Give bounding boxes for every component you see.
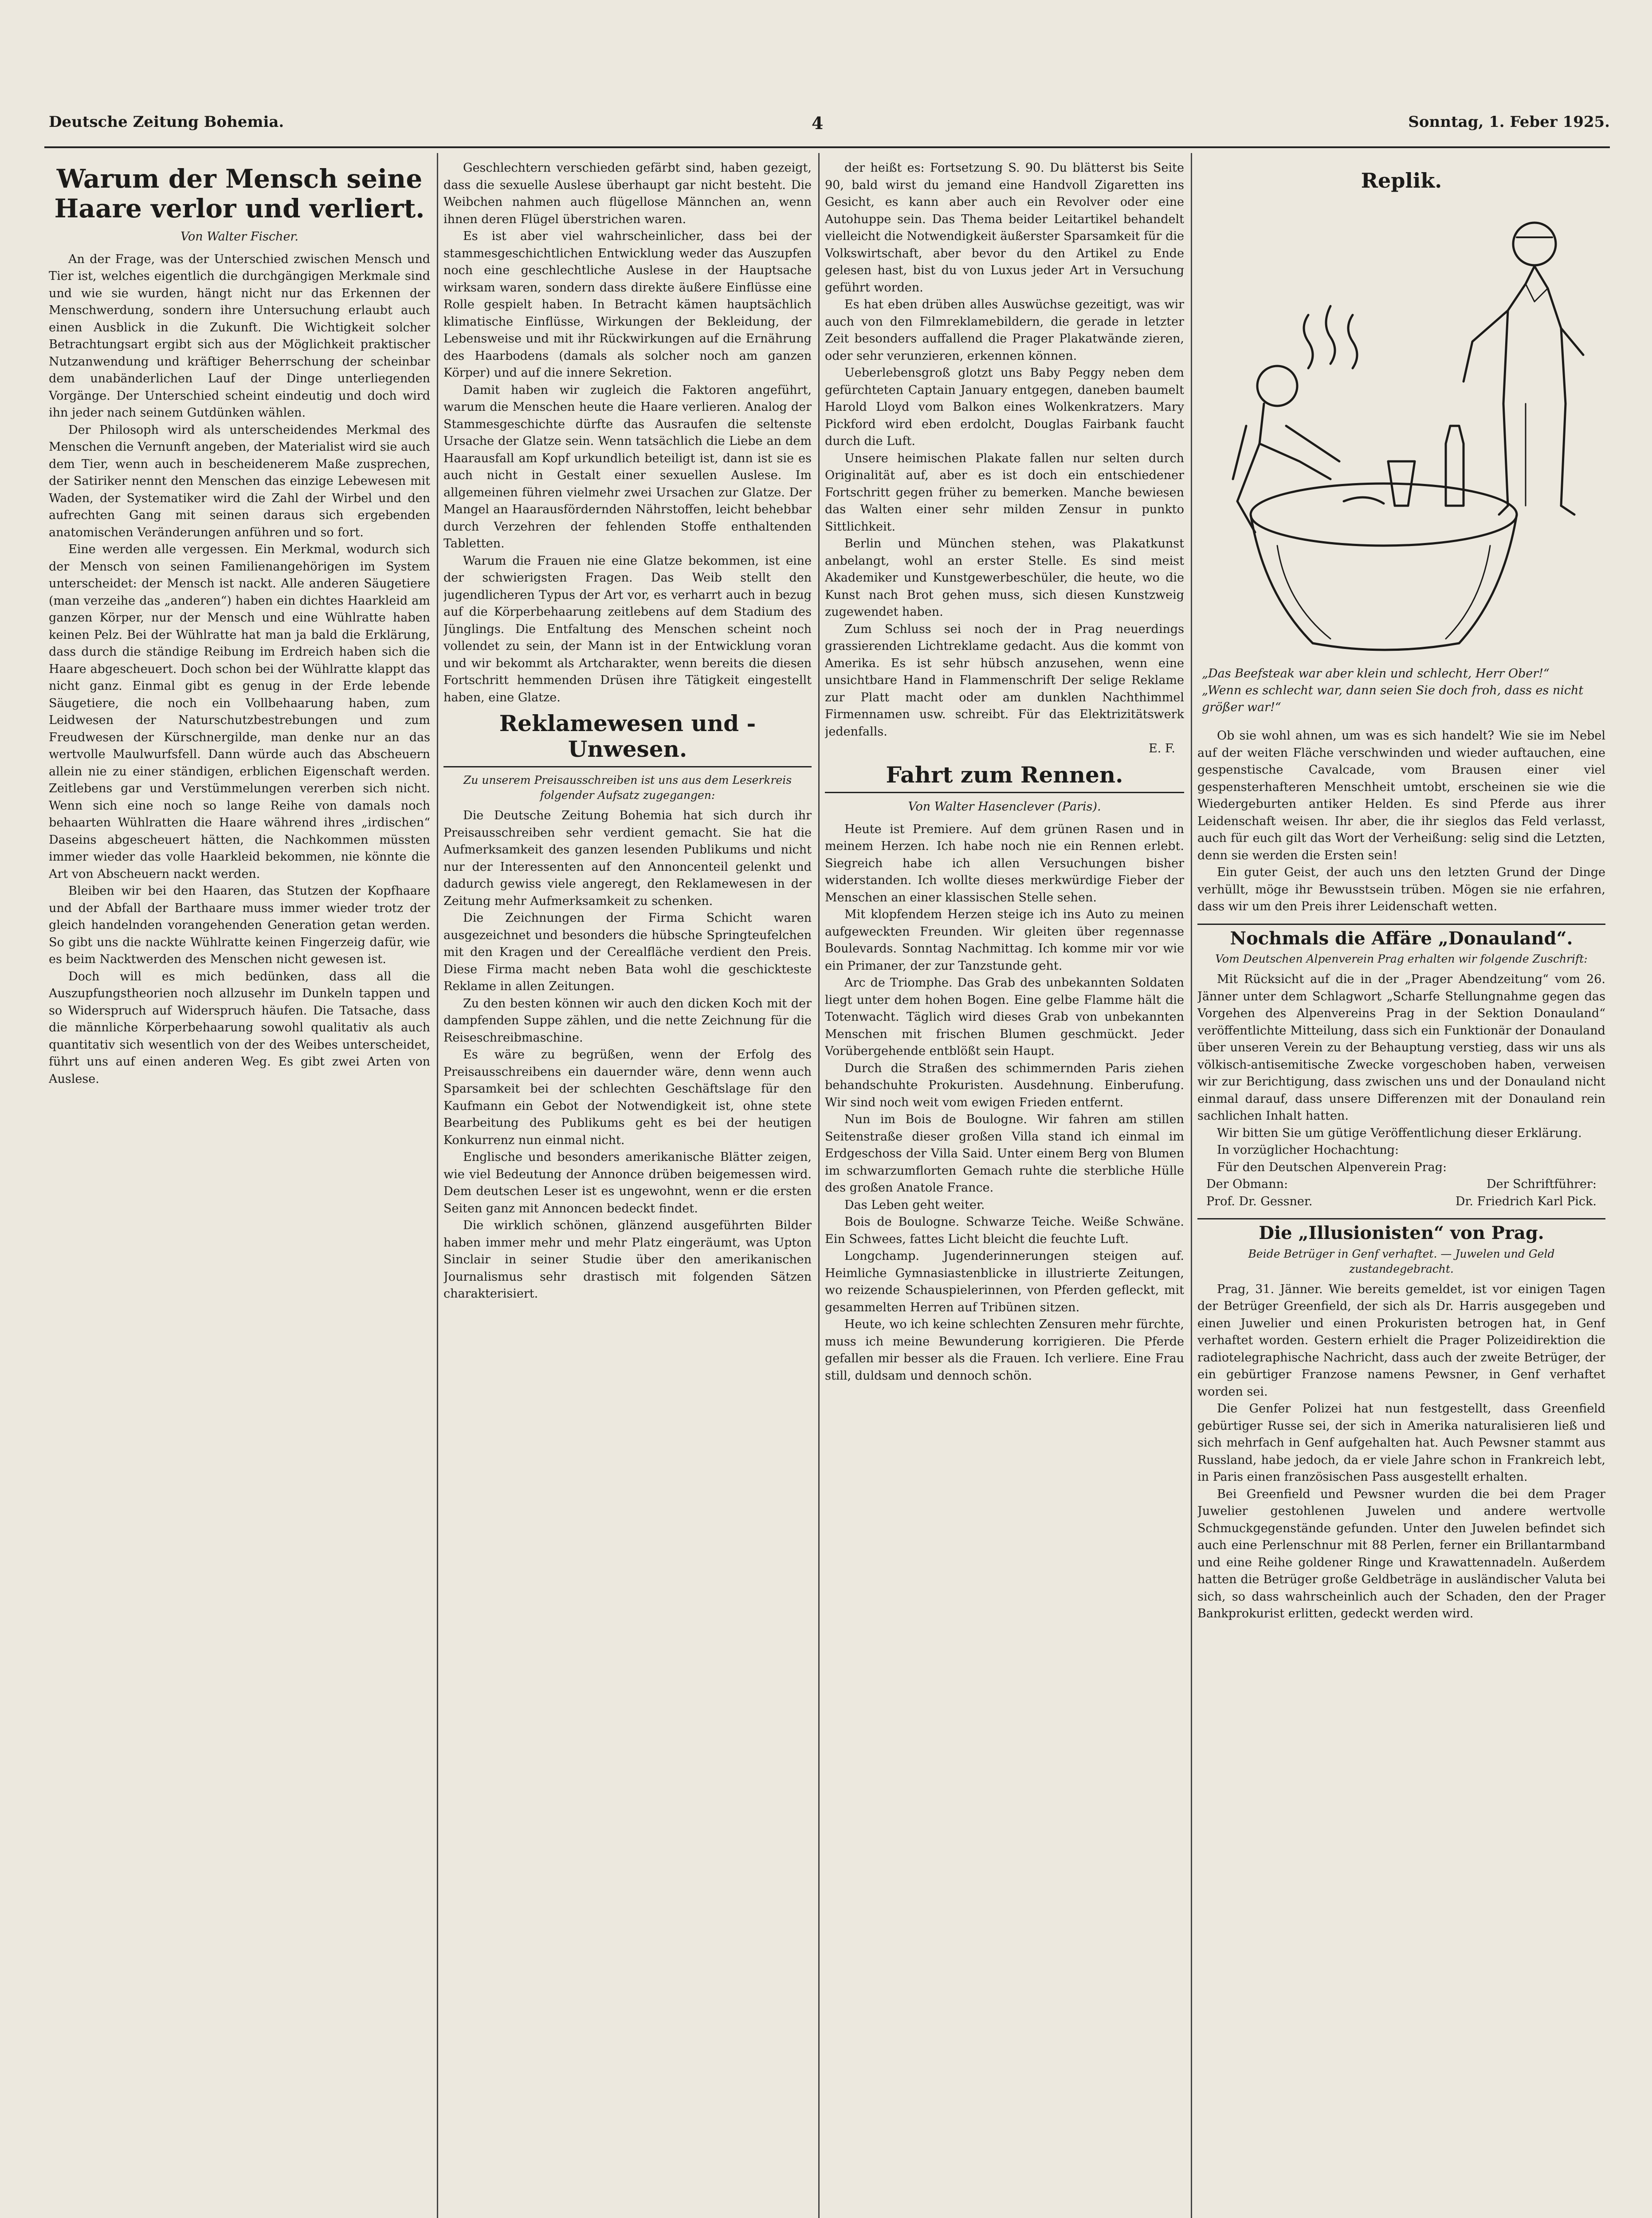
paragraph: Berlin und München stehen, was Plakatkunst anbelangt, wohl an erster Stelle. Es sind meist Akademiker und Kunstgewerbeschüler, die heute, wo die Kunst nach Brot gehen muss, sich diesen Kunstzweig zugewendet haben. [825,537,1184,619]
paragraph: Arc de Triomphe. Das Grab des unbekannten Soldaten liegt unter dem hohen Bogen. Eine gelbe Flamme hält die Totenwacht. Täglich wird dieses Grab von unbekannten Menschen mit frischen Blumen geschmückt. Jeder Vorübergehende entblößt sein Haupt. [825,976,1184,1058]
paragraph: Mit klopfendem Herzen steige ich ins Auto zu meinen aufgeweckten Freunden. Wir gleiten über regennasse Boulevards. Sonntag Nachmittag. Ich komme mir vor wie ein Primaner, der zur Tanzstunde geht. [825,908,1184,973]
paragraph: Die Deutsche Zeitung Bohemia hat sich durch ihr Preisausschreiben sehr verdient gemacht. Sie hat die Aufmerksamkeit des ganzen lesenden Publikums und nicht nur der Interessenten auf den Annoncenteil gelenkt und dadurch gewiss viele angeregt, den Reklamewesen in der Zeitung mehr Aufmerksamkeit zu schenken. [443,809,812,908]
paragraph: Zum Schluss sei noch der in Prag neuerdings grassierenden Lichtreklame gedacht. Aus die kommt von Amerika. Es ist sehr hübsch anzusehen, wenn eine unsichtbare Hand in Flammenschrift Der selige Reklame zur Platt macht oder am dunklen Nachthimmel Firmennamen usw. schreibt. Für das Elektrizitätswerk jedenfalls. [825,622,1184,739]
paragraph: Ob sie wohl ahnen, um was es sich handelt? Wie sie im Nebel auf der weiten Fläche verschwinden und wieder auftauchen, eine gespenstische Cavalcade, vom Brausen einer viel gespensterhafteren Menschheit umtobt, erscheinen sie wie die Wiedergeburten antiker Helden. Es sind Pferde aus ihrer Leidenschaft weisen. Ihr aber, die ihr sieglos das Feld verlasst, auch für euch gilt das Wort der Verheißung: selig sind die Letzten, denn sie werden die Ersten sein! [1197,729,1605,862]
paragraph: Es hat eben drüben alles Auswüchse gezeitigt, was wir auch von den Filmreklamebildern, die gerade in letzter Zeit besonders auffallend die Prager Plakatwände zieren, oder sehr verunzieren, erkennen können. [825,298,1184,363]
paragraph: Der Philosoph wird als unterscheidendes Merkmal des Menschen die Vernunft angeben, der Materialist wird sie auch dem Tier, wenn auch in bescheidenerem Maße zusprechen, der Satiriker nennt den Menschen das einzige Lebewesen mit Waden, der Systematiker wird die Zahl der Wirbel und den aufrechten Gang mit seinen daraus sich ergebenden anatomischen Veränderungen anführen und so fort. [49,423,430,539]
page-header [49,113,1610,140]
paragraph: Warum die Frauen nie eine Glatze bekommen, ist eine der schwierigsten Fragen. Das Weib stellt den jugendlicheren Typus der Art vor, es verharrt auch in bezug auf die Körperbehaarung zeitlebens auf dem Stadium des Jünglings. Die Entfaltung des Menschen scheint noch vollendet zu sein, der Mann ist in der Entwicklung voran und wir bekommt als Artcharakter, wenn bereits die diesen Fortschritt hemmenden Drüsen ihre Tätigkeit eingestellt haben, eine Glatze. [443,554,812,704]
paragraph: An der Frage, was der Unterschied zwischen Mensch und Tier ist, welches eigentlich die durchgängigen Merkmale sind und wie sie wurden, hängt nicht nur das Erkennen der Menschwerdung, sondern ihre Untersuchung erlaubt auch einen Ausblick in die Zukunft. Die Wichtigkeit solcher Betrachtungsart ergibt sich aus der Möglichkeit praktischer Nutzanwendung und kräftiger Beherrschung der scheinbar dem unabänderlichen Lauf der Dinge unterliegenden Vorgänge. Der Unterschied scheint eindeutig und doch wird ihn jeder nach seinem Gutdünken wählen. [49,252,430,420]
paragraph: Bois de Boulogne. Schwarze Teiche. Weiße Schwäne. Ein Schwees, fattes Licht bleicht die feuchte Luft. [825,1215,1184,1246]
paragraph: Die Zeichnungen der Firma Schicht waren ausgezeichnet und besonders die hübsche Springteufelchen mit den Kragen und der Cerealfläche verdient den Preis. Diese Firma macht neben Bata wohl die geschickteste Reklame in allen Zeitungen. [443,911,812,993]
article-title-rennen: Fahrt zum Rennen. [825,762,1184,794]
byline-hair: Von Walter Fischer. [181,230,298,244]
signature-names [1197,1193,1605,1211]
column-3 [825,160,1184,2218]
article-title-donauland: Nochmals die Affäre „Donauland“. [1197,924,1605,948]
paragraph: Zu den besten können wir auch den dicken Koch mit der dampfenden Suppe zählen, und die nette Zeichnung für die Reiseschreibmaschine. [443,996,812,1045]
paragraph: Mit Rücksicht auf die in der „Prager Abendzeitung“ vom 26. Jänner unter dem Schlagwort „Scharfe Stellungnahme gegen das Vorgehen des Alpenvereins Prag in der Sektion Donauland“ veröffentlichte Mitteilung, dass sich ein Funktionär der Donauland über unseren Verein zu der Behauptung verstieg, dass wir uns als völkisch-antisemitische Zwecke vorgeschoben haben, verweisen wir zur Berichtigung, dass zwischen uns und der Donauland nicht einmal darauf, dass unsere Differenzen mit der Donauland rein sachlichen Inhalt hatten. [1197,972,1605,1123]
paragraph: Ueberlebensgroß glotzt uns Baby Peggy neben dem gefürchteten Captain January entgegen, daneben baumelt Harold Lloyd vom Balkon eines Wolkenkratzers. Mary Pickford wird eben erdolcht, Douglas Fairbank faucht durch die Luft. [825,366,1184,448]
paragraph: Damit haben wir zugleich die Faktoren angeführt, warum die Menschen heute die Haare verlieren. Analog der Stammesgeschichte dürfte das Ausraufen die seltenste Ursache der Glatze sein. Wenn tatsächlich die Liebe an dem Haarausfall am Kopf urkundlich beteiligt ist, dann ist sie es auch nicht in Gestalt einer sexuellen Auslese. Im allgemeinen führen vielmehr zwei Ursachen zur Glatze. Der Mangel an Haarausfördernden Nährstoffen, leicht behebbar durch Verzehren der fehlenden Stoffe enthaltenden Tabletten. [443,383,812,551]
paragraph: Das Leben geht weiter. [844,1198,985,1212]
issue-date: Sonntag, 1. Feber 1925. [1408,113,1610,131]
closing: In vorzüglicher Hochachtung: [1217,1143,1399,1157]
name-chairman: Prof. Dr. Gessner. [1206,1194,1313,1208]
name-secretary: Dr. Friedrich Karl Pick. [1455,1194,1597,1208]
subline-reklame: Zu unserem Preisausschreiben ist uns aus dem Leserkreis folgender Aufsatz zugegangen: [463,774,792,802]
paragraph: Eine werden alle vergessen. Ein Merkmal, wodurch sich der Mensch von seinen Familienangehörigen im System unterscheidet: der Mensch ist nackt. Alle anderen Säugetiere (man verzeihe das „anderen“) haben ein dichtes Haarkleid am ganzen Körper, nur der Mensch und eine Wühlratte haben keinen Pelz. Bei der Wühlratte hat man ja bald die Erklärung, dass durch die ständige Reibung im Erdreich haben sich die Haare abgescheuert. Doch schon bei der Wühlratte klappt das nicht ganz. Einmal gibt es genug in der Erde lebende Säugetiere, die noch ein Vollbehaarung haben, zum Leidwesen der Naturschutzbestrebungen und zum Freudwesen der Kürschnergilde, man denke nur an das wertvolle Maulwurfsfell. Dann würde auch das Abscheuern allein nie zu einer ständigen, erblichen Eigenschaft werden. Zeitlebens gar und Verstümmelungen vererben sich nicht. Wenn sich eine noch so lange Reihe von damals noch behaarten Wühlratten die Haare während ihres „irdischen“ Daseins abgescheuert hätten, die Nachkommen müssten immer wieder das volle Haarkleid bekommen, nie könnte die Art von Abscheuern nackt werden. [49,543,430,881]
article-title-reklame: Reklamewesen und -Unwesen. [443,711,812,767]
article-title-illusionisten: Die „Illusionisten“ von Prag. [1197,1218,1605,1242]
paragraph: Doch will es mich bedünken, dass all die Auszupfungstheorien noch allzusehr im Dunkeln tappen und so Widerspruch auf Widerspruch häufen. Die Tatsache, dass die männliche Körperbehaarung sowohl qualitativ als auch quantitativ sich wesentlich von der des Weibes unterscheidet, führt uns auf einen anderen Weg. Es gibt zwei Arten von Auslese. [49,969,430,1086]
page-number: 4 [812,113,824,133]
subline-illusionisten: Beide Betrüger in Genf verhaftet. — Juwelen und Geld zustandegebracht. [1248,1247,1555,1275]
author-sign: E. F. [1149,742,1175,755]
paragraph: Nun im Bois de Boulogne. Wir fahren am stillen Seitenstraße dieser großen Villa stand ich einmal im Erdgeschoss der Villa Said. Unter einem Berg von Blumen im schwarzumflorten Gemach ruhte die sterbliche Hülle des großen Anatole France. [825,1113,1184,1195]
paper-name: Deutsche Zeitung Bohemia. [49,113,284,131]
article-title-hair: Warum der Mensch seine Haare verlor und verliert. [54,164,425,224]
paragraph: Bei Greenfield und Pewsner wurden die bei dem Prager Juwelier gestohlenen Juwelen und andere wertvolle Schmuckgegenstände gefunden. Unter den Juwelen befindet sich auch eine Perlenschnur mit 88 Perlen, ferner ein Brillantarmband und eine Reihe goldener Ringe und Krawattennadeln. Außerdem hatten die Betrüger große Geldbeträge in ausländischer Valuta bei sich, so dass wahrscheinlich auch der Schaden, den der Prager Bankprokurist erlitten, gedeckt werden wird. [1197,1487,1605,1620]
role-chairman: Der Obmann: [1206,1177,1288,1191]
role-secretary: Der Schriftführer: [1486,1177,1597,1191]
paragraph: Geschlechtern verschieden gefärbt sind, haben gezeigt, dass die sexuelle Auslese überhaupt gar nicht besteht. Die Weibchen nahmen auch flügellose Männchen an, wenn ihnen deren Flügel überstrichen waren. [443,161,812,226]
byline-rennen: Von Walter Hasenclever (Paris). [908,800,1101,814]
paragraph: Die Genfer Polizei hat nun festgestellt, dass Greenfield gebürtiger Russe sei, der sich in Amerika naturalisieren ließ und sich mehrfach in Genf aufgehalten hat. Auch Pewsner stammt aus Russland, habe jedoch, da er viele Jahre schon in Frankreich lebt, in Paris einen französischen Pass ausgestellt erhalten. [1197,1402,1605,1484]
column-1 [49,160,430,2218]
cartoon-caption [1202,665,1601,716]
paragraph: Bleiben wir bei den Haaren, das Stutzen der Kopfhaare und der Abfall der Barthaare muss immer wieder trotz der gleich handelnden vorangehenden Generation getan werden. So gibt uns die nackte Wühlratte keinen Fingerzeig dafür, wie es beim Nacktwerden des Menschen nicht gewesen ist. [49,884,430,967]
cartoon-title: Replik. [1361,169,1442,193]
column-divider [818,153,820,2218]
column-divider [1191,153,1192,2218]
paragraph: Ein guter Geist, der auch uns den letzten Grund der Dinge verhüllt, möge ihr Bewusstsein trüben. Mögen sie nie erfahren, dass wir um den Preis ihrer Leidenschaft wetten. [1197,865,1605,913]
paragraph: Wir bitten Sie um gütige Veröffentlichung dieser Erklärung. [1217,1126,1582,1140]
paragraph: Die wirklich schönen, glänzend ausgeführten Bilder haben immer mehr und mehr Platz eingeräumt, was Upton Sinclair in seiner Studie über den amerikanischen Journalismus sehr drastisch mit folgenden Sätzen charakterisiert. [443,1219,812,1301]
paragraph: Englische und besonders amerikanische Blätter zeigen, wie viel Bedeutung der Annonce drüben beigemessen wird. Dem deutschen Leser ist es ungewohnt, wenn er die ersten Seiten ganz mit Annoncen bedeckt findet. [443,1150,812,1215]
column-2 [443,160,812,2218]
caption-waiter: „Wenn es schlecht war, dann seien Sie doch froh, dass es nicht größer war!“ [1202,684,1584,714]
cartoon-illustration [1197,195,1605,661]
header-rule [44,146,1610,148]
paragraph: Durch die Straßen des schimmernden Paris ziehen behandschuhte Prokuristen. Ausdehnung. Einberufung. Wir sind noch weit vom ewigen Frieden entfernt. [825,1061,1184,1109]
organization: Für den Deutschen Alpenverein Prag: [1217,1160,1447,1174]
paragraph: Unsere heimischen Plakate fallen nur selten durch Originalität auf, aber es ist doch ein entschiedener Fortschritt gegen früher zu bemerken. Manche bewiesen das Walten einer sehr milden Zensur in punkto Sittlichkeit. [825,451,1184,534]
paragraph: Es wäre zu begrüßen, wenn der Erfolg des Preisausschreibens ein dauernder wäre, denn wenn auch Sparsamkeit bei der schlechten Geschäftslage für den Kaufmann ein Gebot der Notwendigkeit ist, ohne stete Bearbeitung des Publikums geht es bei der heutigen Konkurrenz nun einmal nicht. [443,1048,812,1147]
paragraph: Longchamp. Jugenderinnerungen steigen auf. Heimliche Gymnasiastenblicke in illustrierte Zeitungen, wo reizende Schauspielerinnen, von Pferden gefleckt, mit gesammelten Herren auf Tribünen sitzen. [825,1249,1184,1314]
paragraph: Heute ist Premiere. Auf dem grünen Rasen und in meinem Herzen. Ich habe noch nie ein Rennen erlebt. Siegreich habe ich allen Versuchungen bisher widerstanden. Ich wollte dieses merkwürdige Fieber der Menschen an einer klassischen Stelle sehen. [825,822,1184,905]
paragraph: Prag, 31. Jänner. Wie bereits gemeldet, ist vor einigen Tagen der Betrüger Greenfield, der sich als Dr. Harris ausgegeben und einen Juwelier und einen Prokuristen betrogen hat, in Genf verhaftet worden. Gestern erhielt die Prager Polizeidirektion die radiotelegraphische Nachricht, dass auch der zweite Betrüger, der ein gebürtiger Franzose namens Pewsner, in Genf verhaftet worden sei. [1197,1282,1605,1399]
column-divider [437,153,438,2218]
column-4 [1197,728,1605,2218]
signature-roles [1197,1176,1605,1193]
paragraph: Heute, wo ich keine schlechten Zensuren mehr fürchte, muss ich meine Bewunderung korrigieren. Die Pferde gefallen mir besser als die Frauen. Ich verliere. Eine Frau still, duldsam und dennoch schön. [825,1317,1184,1383]
subline-donauland: Vom Deutschen Alpenverein Prag erhalten wir folgende Zuschrift: [1215,952,1588,965]
paragraph: der heißt es: Fortsetzung S. 90. Du blätterst bis Seite 90, bald wirst du jemand eine Handvoll Zigaretten ins Gesicht, es kann aber auch ein Revolver oder eine Autohuppe sein. Das Thema beider Leitartikel behandelt vielleicht die Notwendigkeit äußerster Sparsamkeit für die Volkswirtschaft, aber bevor du den Artikel zu Ende gelesen hast, bist du von Luxus jeder Art in Versuchung geführt worden. [825,161,1184,295]
caption-guest: „Das Beefsteak war aber klein und schlecht, Herr Ober!“ [1202,667,1550,680]
paragraph: Es ist aber viel wahrscheinlicher, dass bei der stammesgeschichtlichen Entwicklung weder das Auszupfen noch eine geschlechtliche Auslese in der Hauptsache wirksam waren, sondern dass direkte äußere Einflüsse eine Rolle gespielt haben. In Betracht kämen hauptsächlich klimatische Einflüsse, Wirkungen der Bekleidung, der Lebensweise und mit ihr Rückwirkungen auf die Ernährung des Haarbodens (damals als solcher noch am ganzen Körper) und auf die innere Sekretion. [443,229,812,380]
